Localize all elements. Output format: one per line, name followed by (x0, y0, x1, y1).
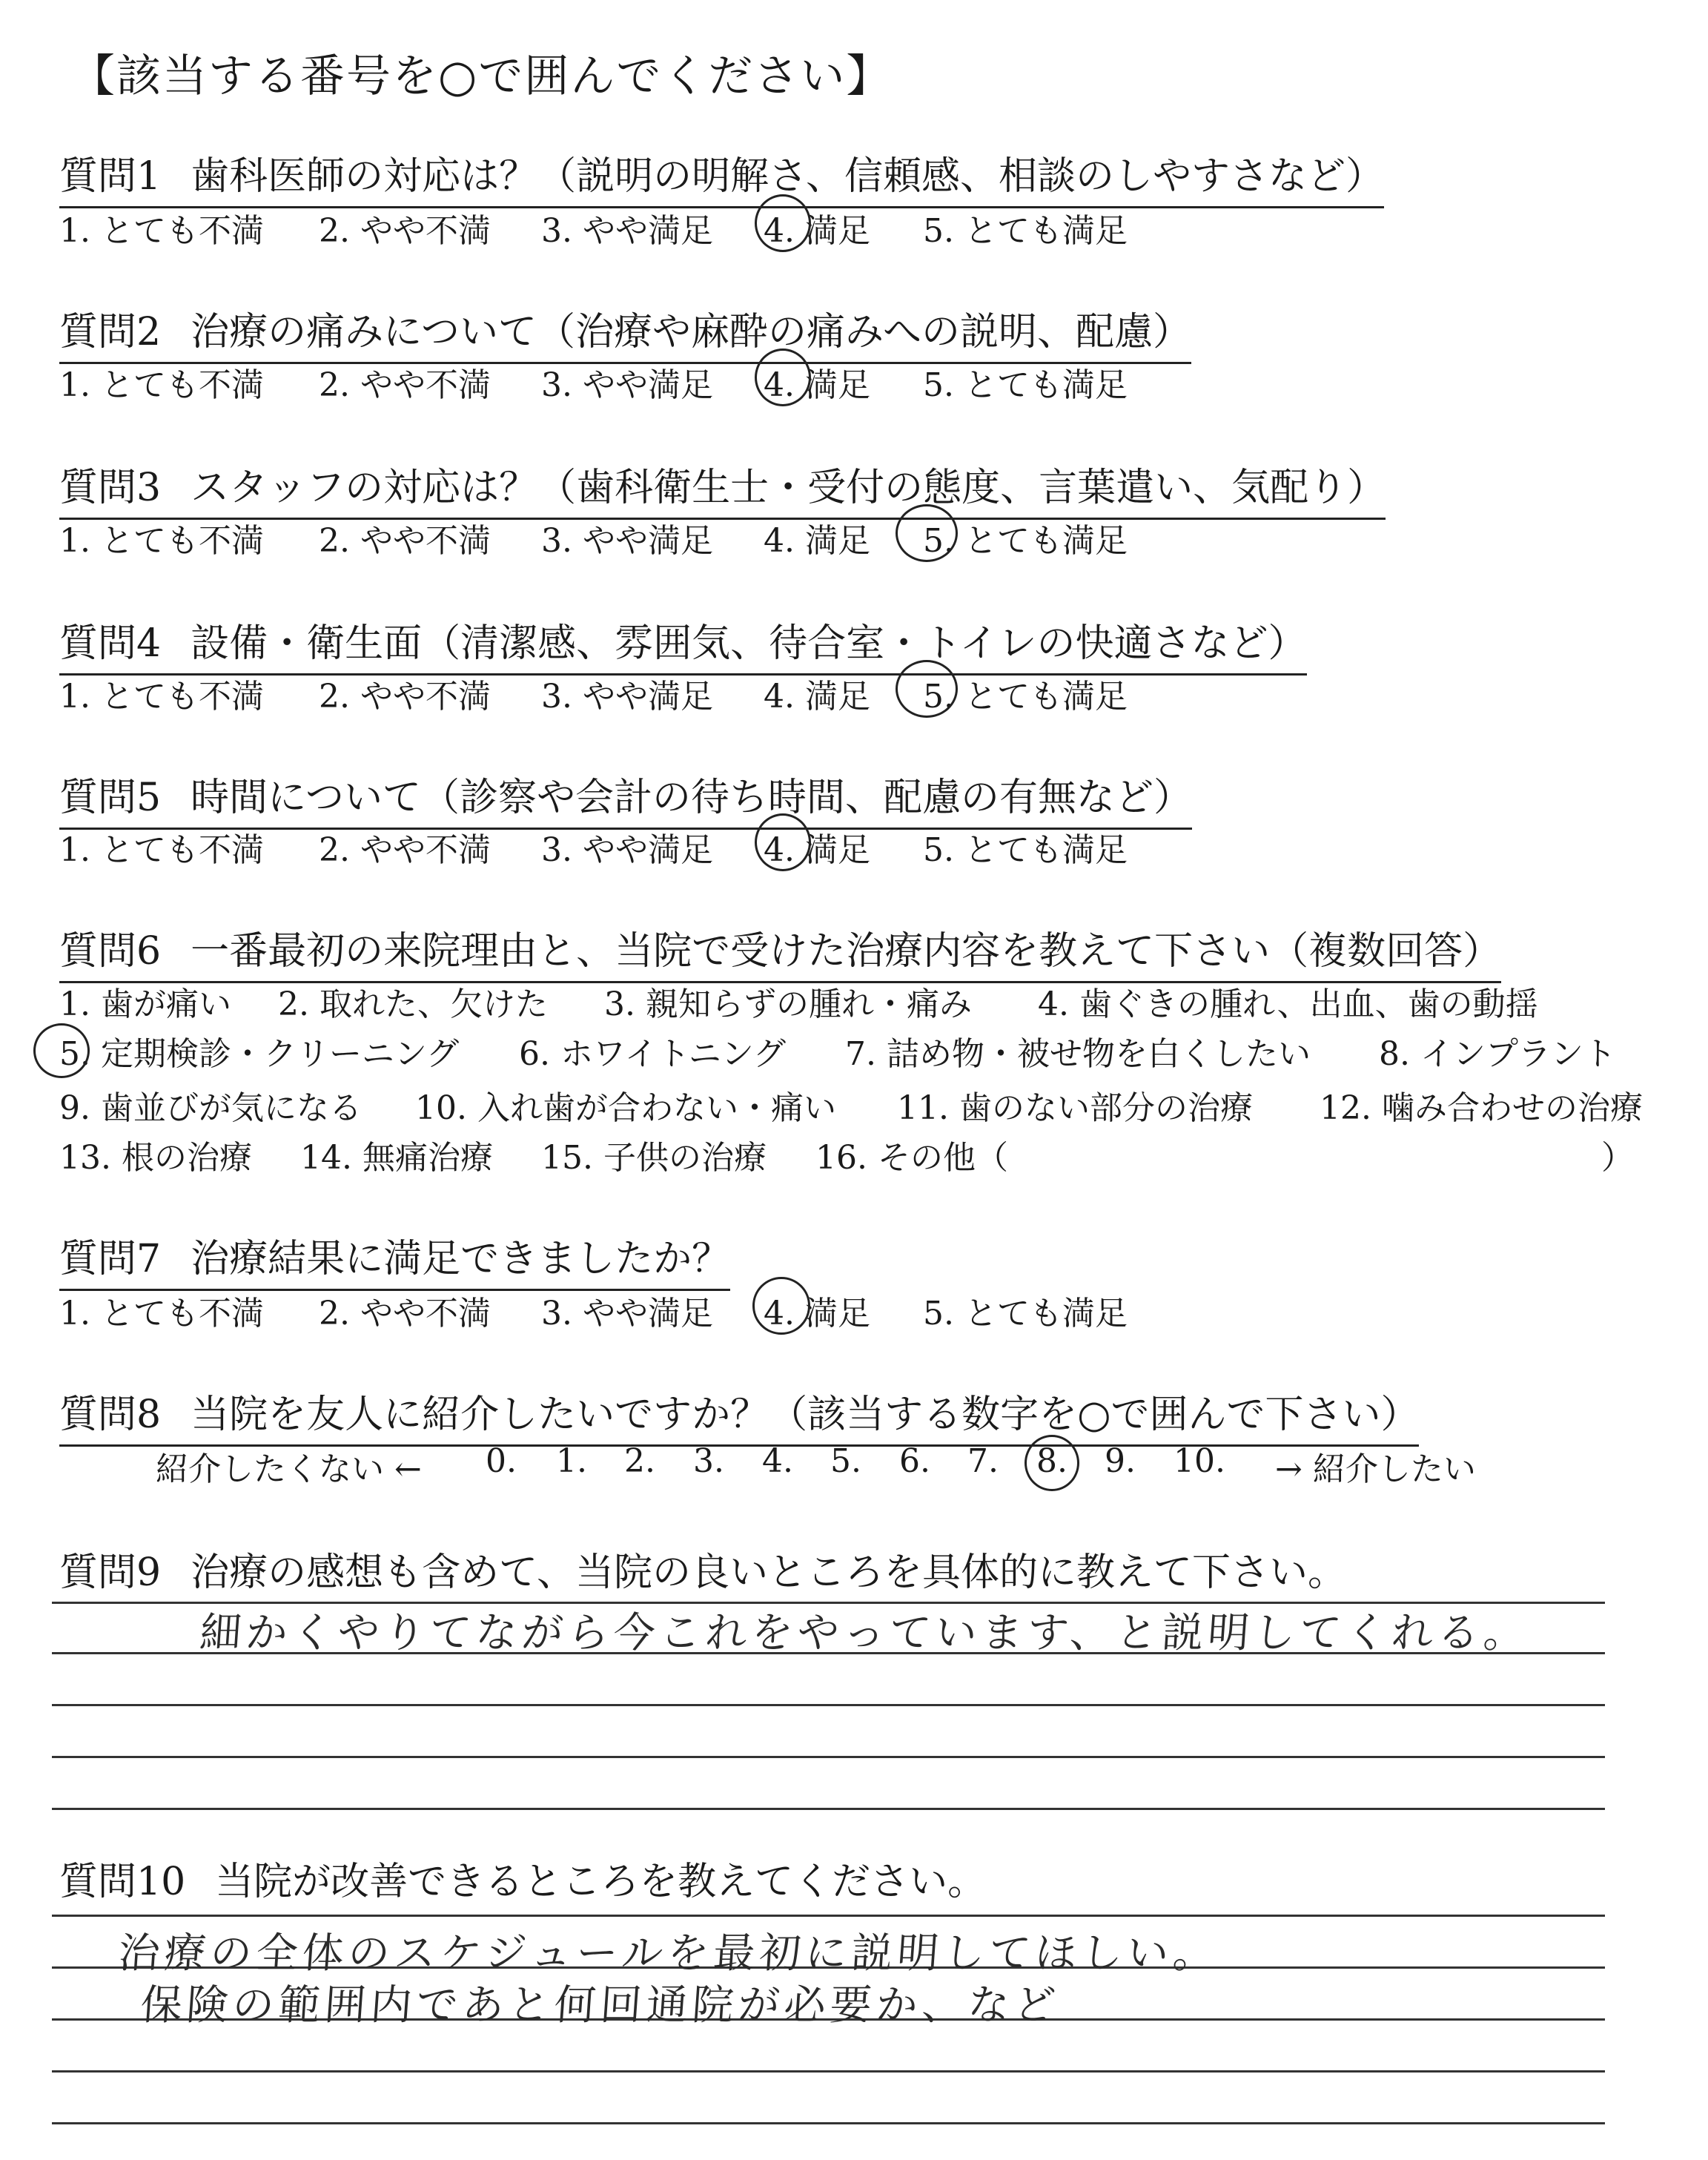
other-close-paren: ） (1601, 1139, 1634, 1177)
option-1[interactable]: 1. とても不満 (59, 831, 264, 869)
question-number: 質問4 (59, 621, 162, 666)
answer-line (52, 1756, 1605, 1758)
scale-6[interactable]: 6. (899, 1442, 930, 1480)
option-5[interactable]: 5. とても満足 (923, 522, 1128, 560)
scale-10[interactable]: 10. (1174, 1442, 1225, 1480)
answer-line (52, 1808, 1605, 1810)
answer-line (52, 1704, 1605, 1706)
option-2[interactable]: 2. やや不満 (319, 831, 491, 869)
form-title: 【該当する番号を○で囲んでください】 (70, 50, 893, 102)
option-3[interactable]: 3. やや満足 (541, 678, 713, 716)
handwritten-answer-q9[interactable]: 細かくやりてながら今これをやっています、と説明してくれる。 (198, 1609, 1532, 1657)
option-3[interactable]: 3. やや満足 (541, 522, 713, 560)
option-4[interactable]: 4. 満足 (764, 212, 870, 250)
question-text: スタッフの対応は？（歯科衛生士・受付の態度、言葉遣い、気配り） (191, 466, 1386, 510)
scale-7[interactable]: 7. (967, 1442, 999, 1480)
question-text: 時間について（診察や会計の待ち時間、配慮の有無など） (191, 776, 1193, 820)
option-1[interactable]: 1. とても不満 (59, 1295, 264, 1332)
question-2 (59, 300, 1191, 364)
question-text: 一番最初の来院理由と、当院で受けた治療内容を教えて下さい（複数回答） (191, 929, 1502, 974)
question-text: 歯科医師の対応は？（説明の明解さ、信頼感、相談のしやすさなど） (191, 154, 1385, 199)
option-2[interactable]: 2. やや不満 (319, 522, 491, 560)
option-4[interactable]: 4. 満足 (764, 1295, 870, 1332)
question-number: 質問3 (59, 466, 162, 510)
question-text: 当院を友人に紹介したいですか？（該当する数字を○で囲んで下さい） (191, 1393, 1420, 1437)
scale-1[interactable]: 1. (556, 1442, 587, 1480)
option-2[interactable]: 2. やや不満 (319, 212, 491, 250)
question-10 (59, 1850, 986, 1912)
question-number: 質問1 (59, 154, 162, 199)
option-4[interactable]: 4. 満足 (764, 678, 870, 716)
handwritten-answer-q10-line-1[interactable]: 治療の全体のスケジュールを最初に説明してほしい。 (116, 1929, 1221, 1978)
option-5[interactable]: 5. とても満足 (923, 366, 1128, 404)
recommend-low-label: 紹介したくない ← (156, 1450, 422, 1488)
option-7[interactable]: 7. 詰め物・被せ物を白くしたい (845, 1035, 1311, 1073)
question-number: 質問8 (59, 1393, 162, 1437)
option-5[interactable]: 5. とても満足 (923, 678, 1128, 716)
answer-line (52, 1915, 1605, 1917)
question-3 (59, 456, 1386, 520)
scale-9[interactable]: 9. (1105, 1442, 1136, 1480)
option-4[interactable]: 4. 歯ぐきの腫れ、出血、歯の動揺 (1038, 985, 1538, 1023)
option-3[interactable]: 3. やや満足 (541, 366, 713, 404)
question-9 (59, 1541, 1346, 1602)
option-2[interactable]: 2. やや不満 (319, 1295, 491, 1332)
option-8[interactable]: 8. インプラント (1379, 1035, 1616, 1073)
question-text: 治療の痛みについて（治療や麻酔の痛みへの説明、配慮） (191, 310, 1192, 354)
option-13[interactable]: 13. 根の治療 (59, 1139, 252, 1177)
question-number: 質問2 (59, 310, 162, 354)
option-9[interactable]: 9. 歯並びが気になる (59, 1089, 362, 1127)
scale-2[interactable]: 2. (624, 1442, 655, 1480)
question-5 (59, 766, 1192, 830)
handwritten-answer-q10-line-2[interactable]: 保険の範囲内であと何回通院が必要か、など (139, 1981, 1062, 2029)
option-3[interactable]: 3. やや満足 (541, 831, 713, 869)
option-5[interactable]: 5. とても満足 (923, 1295, 1128, 1332)
option-2[interactable]: 2. 取れた、欠けた (278, 985, 548, 1023)
option-11[interactable]: 11. 歯のない部分の治療 (897, 1089, 1253, 1127)
question-text: 治療結果に満足できましたか？ (191, 1237, 731, 1281)
option-2[interactable]: 2. やや不満 (319, 366, 491, 404)
question-text: 設備・衛生面（清潔感、雰囲気、待合室・トイレの快適さなど） (191, 621, 1307, 666)
question-number: 質問7 (59, 1237, 162, 1281)
question-8 (59, 1383, 1419, 1447)
option-4[interactable]: 4. 満足 (764, 522, 870, 560)
option-1[interactable]: 1. とても不満 (59, 212, 264, 250)
scale-8[interactable]: 8. (1036, 1442, 1068, 1480)
option-2[interactable]: 2. やや不満 (319, 678, 491, 716)
scale-5[interactable]: 5. (830, 1442, 861, 1480)
option-3[interactable]: 3. やや満足 (541, 1295, 713, 1332)
question-number: 質問5 (59, 776, 162, 820)
option-1[interactable]: 1. とても不満 (59, 522, 264, 560)
option-4[interactable]: 4. 満足 (764, 831, 870, 869)
question-text: 治療の感想も含めて、当院の良いところを具体的に教えて下さい。 (191, 1550, 1347, 1595)
option-1[interactable]: 1. とても不満 (59, 366, 264, 404)
question-6 (59, 919, 1501, 983)
answer-line (52, 2070, 1605, 2073)
recommend-high-label: → 紹介したい (1275, 1450, 1476, 1488)
question-number: 質問6 (59, 929, 162, 974)
option-14[interactable]: 14. 無痛治療 (300, 1139, 493, 1177)
question-7 (59, 1227, 730, 1291)
option-6[interactable]: 6. ホワイトニング (519, 1035, 787, 1073)
option-12[interactable]: 12. 噛み合わせの治療 (1320, 1089, 1643, 1127)
scale-0[interactable]: 0. (486, 1442, 517, 1480)
option-5[interactable]: 5. とても満足 (923, 212, 1128, 250)
question-number: 質問10 (59, 1860, 186, 1904)
option-15[interactable]: 15. 子供の治療 (541, 1139, 767, 1177)
question-number: 質問9 (59, 1550, 162, 1595)
option-3[interactable]: 3. 親知らずの腫れ・痛み (604, 985, 972, 1023)
scale-4[interactable]: 4. (762, 1442, 793, 1480)
question-text: 当院が改善できるところを教えてください。 (215, 1860, 987, 1904)
scale-3[interactable]: 3. (693, 1442, 724, 1480)
answer-line (52, 2122, 1605, 2124)
option-10[interactable]: 10. 入れ歯が合わない・痛い (415, 1089, 836, 1127)
option-3[interactable]: 3. やや満足 (541, 212, 713, 250)
question-1 (59, 145, 1384, 208)
option-5[interactable]: 5. とても満足 (923, 831, 1128, 869)
question-4 (59, 612, 1307, 676)
option-1[interactable]: 1. とても不満 (59, 678, 264, 716)
option-5[interactable]: 5. 定期検診・クリーニング (59, 1035, 460, 1073)
option-16[interactable]: 16. その他（ (815, 1139, 1008, 1177)
option-1[interactable]: 1. 歯が痛い (59, 985, 231, 1023)
option-4[interactable]: 4. 満足 (764, 366, 870, 404)
